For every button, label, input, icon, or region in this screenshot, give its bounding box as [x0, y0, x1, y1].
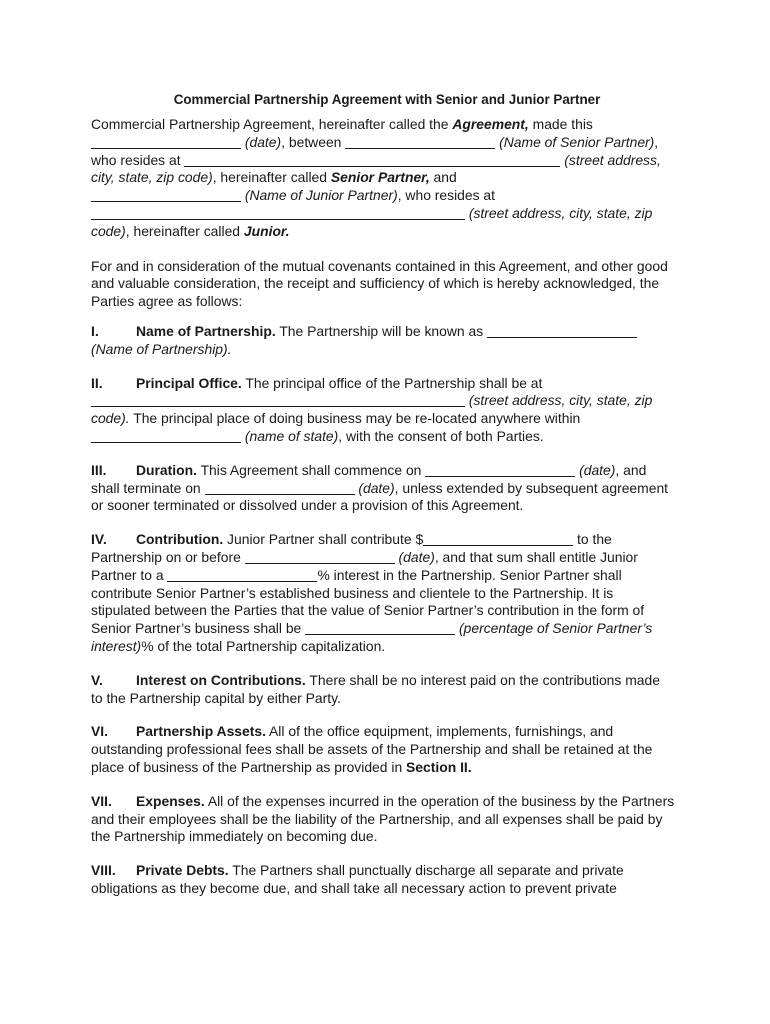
section-6 [91, 723, 675, 776]
intro-text: , who resides at [397, 187, 496, 204]
partnership-name-blank[interactable] [487, 325, 637, 338]
office-address-blank[interactable] [91, 394, 465, 407]
senior-name-blank[interactable] [345, 136, 495, 149]
state-label: (name of state) [244, 427, 339, 444]
percentage-label: (percentage of Senior Partner’s interest) [91, 620, 653, 654]
senior-address-label: (street address, city, state, zip code) [91, 151, 661, 186]
date-label: (date) [358, 479, 395, 496]
intro-text: , who resides at [91, 133, 659, 168]
section-number: II. [91, 374, 103, 391]
intro-text: and [429, 169, 457, 186]
section-text: % of the total Partnership capitalization. [141, 637, 386, 654]
section-heading: Duration. [136, 461, 197, 478]
agreement-term: Agreement, [452, 116, 529, 132]
state-blank[interactable] [91, 430, 241, 443]
junior-term: Junior. [243, 222, 290, 239]
section-number: IV. [91, 531, 107, 548]
section-text: All of the office equipment, implements, furnishings, and outstanding professional fees shall be assets of the Partnership and shall be retained at the place of business of the Partnership as provided in [91, 723, 653, 775]
section-number: VII. [91, 792, 112, 809]
senior-percent-blank[interactable] [305, 622, 455, 635]
junior-name-label: (Name of Junior Partner) [244, 187, 398, 204]
section-heading: Interest on Contributions. [136, 671, 306, 688]
document-title: Commercial Partnership Agreement with Senior and Junior Partner [173, 92, 601, 107]
section-text: The Partners shall punctually discharge all separate and private obligations as they become due, and shall take all necessary action to prevent private [91, 862, 624, 896]
section-number: VIII. [91, 862, 116, 879]
section-7 [91, 793, 675, 846]
interest-percent-blank[interactable] [167, 569, 317, 582]
section-text: , unless extended by subsequent agreement or sooner terminated or dissolved under a provision of this Agreement. [91, 479, 669, 514]
intro-text: , hereinafter called [125, 222, 244, 239]
intro-text: Commercial Partnership Agreement, hereinafter called the [91, 116, 453, 132]
commence-date-blank[interactable] [425, 464, 575, 477]
section-text: This Agreement shall commence on [196, 461, 426, 478]
junior-name-blank[interactable] [91, 189, 241, 202]
section-heading: Expenses. [136, 792, 205, 809]
section-4 [91, 531, 675, 656]
section-heading: Contribution. [136, 531, 224, 548]
intro-text: , hereinafter called [212, 169, 331, 186]
contribution-date-blank[interactable] [245, 551, 395, 564]
section-text: Junior Partner shall contribute $ [223, 531, 424, 548]
contribution-amount-blank[interactable] [423, 533, 573, 546]
section-text: , with the consent of both Parties. [338, 427, 544, 444]
office-address-label: (street address, city, state, zip code). [91, 392, 653, 427]
intro-text: , between [281, 133, 346, 150]
consideration-paragraph: For and in consideration of the mutual covenants contained in this Agreement, and other good and valuable consideration, the receipt and sufficiency of which is hereby acknowledged, the Parties agree as follows: [91, 257, 668, 310]
intro-paragraph [91, 116, 675, 241]
section-8 [91, 862, 675, 898]
section-3 [91, 462, 675, 515]
date-label: (date) [244, 133, 282, 150]
section-text: The principal place of doing business may be re-located anywhere within [129, 410, 581, 427]
date-label: (date) [579, 461, 616, 478]
section-2 [91, 375, 675, 446]
section-text: There shall be no interest paid on the contributions made to the Partnership capital by either Party. [91, 671, 660, 706]
senior-name-label: (Name of Senior Partner) [499, 133, 655, 150]
section-reference: Section II. [406, 758, 472, 775]
senior-address-blank[interactable] [184, 154, 560, 167]
section-text: , and that sum shall entitle Junior Partner to a [91, 548, 638, 583]
section-1 [91, 323, 675, 359]
section-heading: Principal Office. [136, 374, 242, 391]
section-number: VI. [91, 723, 108, 740]
terminate-date-blank[interactable] [205, 482, 355, 495]
section-5 [91, 672, 675, 708]
section-text: to the Partnership on or before [91, 531, 612, 565]
section-text: % interest in the Partnership. Senior Partner shall contribute Senior Partner’s established business and clientele to the Partnership. It is stipulated between the Parties that the value of Senior Partner’s contribution in the form of Senior Partner’s business shall be [91, 566, 645, 637]
section-heading: Name of Partnership. [136, 322, 276, 339]
section-text: The Partnership will be known as [275, 322, 488, 339]
section-number: V. [91, 671, 103, 688]
section-text: , and shall terminate on [91, 461, 647, 496]
section-number: III. [91, 461, 107, 478]
junior-address-label: (street address, city, state, zip code) [91, 204, 653, 239]
section-heading: Private Debts. [136, 862, 229, 879]
section-number: I. [91, 322, 99, 339]
date-label: (date) [398, 548, 435, 565]
section-text: The principal office of the Partnership shall be at [241, 374, 543, 391]
junior-address-blank[interactable] [91, 207, 465, 220]
intro-text: made this [528, 116, 593, 132]
section-text: All of the expenses incurred in the operation of the business by the Partners and their employees shall be the liability of the Partnership, and all expenses shall be paid by the Partnership immediately on becoming due. [91, 792, 675, 845]
date-blank[interactable] [91, 136, 241, 149]
partnership-name-label: (Name of Partnership). [91, 340, 232, 357]
section-heading: Partnership Assets. [136, 723, 266, 740]
senior-partner-term: Senior Partner, [330, 169, 430, 186]
